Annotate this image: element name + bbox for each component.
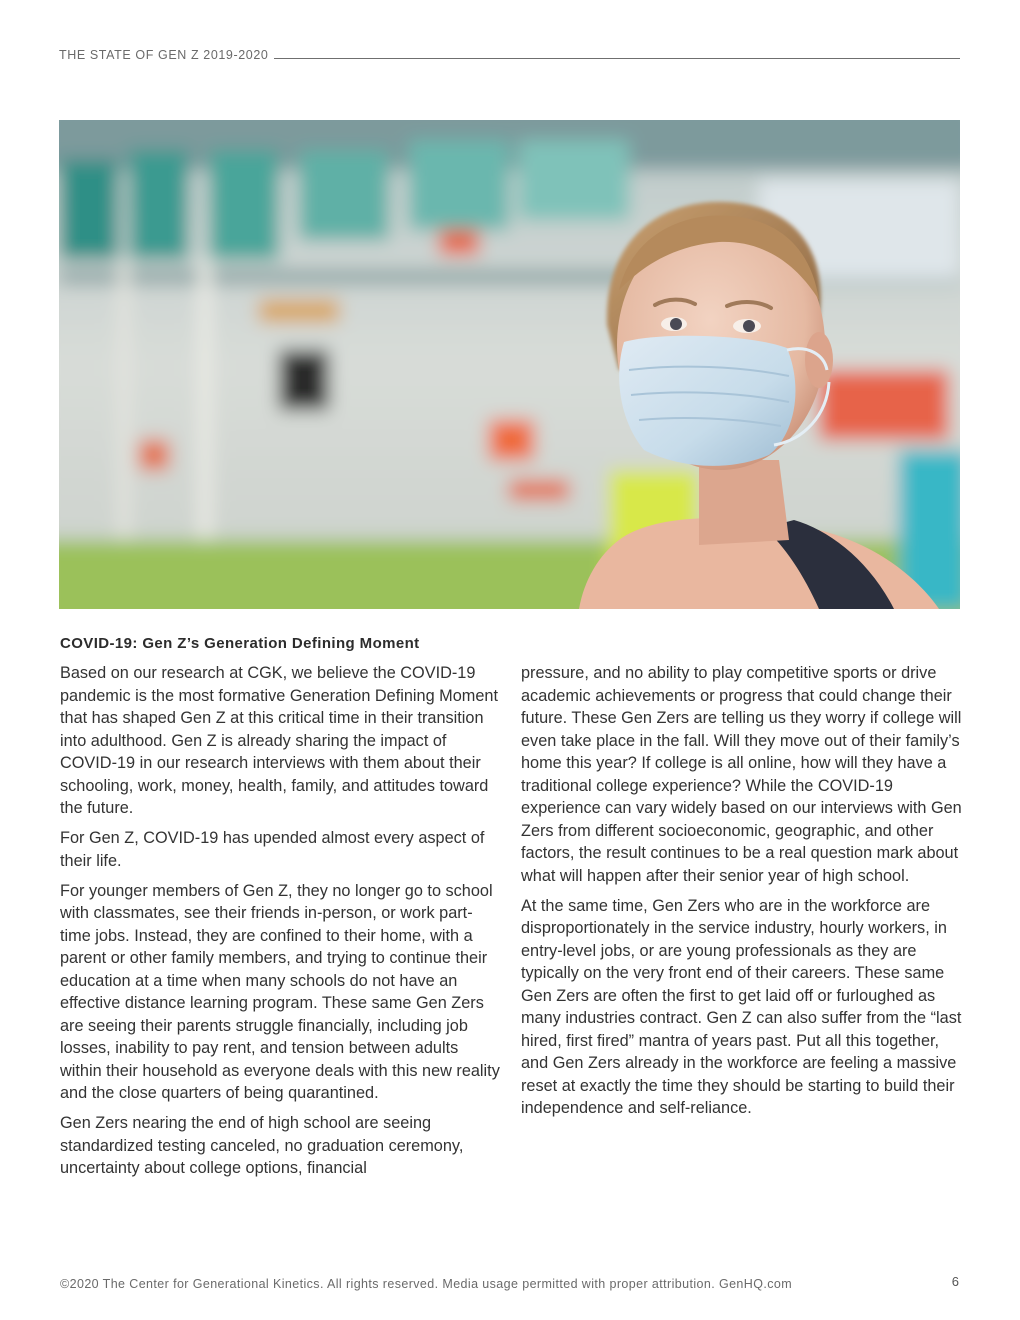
section-heading: COVID-19: Gen Z’s Generation Defining Moment — [60, 635, 420, 652]
paragraph: pressure, and no ability to play competitive sports or drive academic achievements or progress that could change their future. These Gen Zers are telling us they worry if college will even take place in the fall. Will they move out of their family’s home this year? If college is all online, how will they have a traditional college experience? While the COVID-19 experience can vary widely based on our interviews with Gen Zers from different socioeconomic, geographic, and other factors, the result continues to be a real question mark about what will happen after their senior year of high school. — [521, 664, 962, 885]
paragraph: For younger members of Gen Z, they no longer go to school with classmates, see their friends in-person, or work part-time jobs. Instead, they are confined to their home, with a parent or other family members, and trying to continue their education at a time when many schools do not have an effective distance learning program. These same Gen Zers are seeing their parents struggle financially, including job losses, inability to pay rent, and tension between adults within their household as everyone deals with this new reality and the close quarters of being quarantined. — [60, 881, 500, 1102]
paragraph: Based on our research at CGK, we believe the COVID-19 pandemic is the most formative Generation Defining Moment that has shaped Gen Z at this critical time in their transition into adulthood. Gen Z is already sharing the impact of COVID-19 in our research interviews with them about their schooling, work, money, health, family, and attitudes toward the future. — [60, 664, 498, 817]
page-footer — [60, 1274, 960, 1293]
right-column — [521, 662, 963, 1127]
paragraph: Gen Zers nearing the end of high school are seeing standardized testing canceled, no graduation ceremony, uncertainty about college options, financial — [60, 1114, 464, 1177]
left-column — [60, 662, 502, 1187]
header-rule — [274, 58, 960, 59]
masked-woman-illustration — [59, 120, 960, 609]
hero-photo — [59, 120, 960, 609]
page-header — [59, 47, 960, 63]
page-number: 6 — [951, 1274, 959, 1289]
header-title: THE STATE OF GEN Z 2019-2020 — [59, 48, 269, 62]
paragraph: At the same time, Gen Zers who are in the workforce are disproportionately in the service industry, hourly workers, in entry-level jobs, or are young professionals as they are typically on the very front end of their careers. These same Gen Zers are often the first to get laid off or furloughed as many industries contract. Gen Z can also suffer from the “last hired, first fired” mantra of years past. Put all this together, and Gen Zers already in the workforce are feeling a massive reset at exactly the time they should be starting to build their independence and self-reliance. — [521, 896, 962, 1117]
footer-copyright: ©2020 The Center for Generational Kinetics. All rights reserved. Media usage permitted with proper attribution. GenHQ.com — [60, 1277, 793, 1291]
paragraph: For Gen Z, COVID-19 has upended almost every aspect of their life. — [60, 829, 485, 870]
